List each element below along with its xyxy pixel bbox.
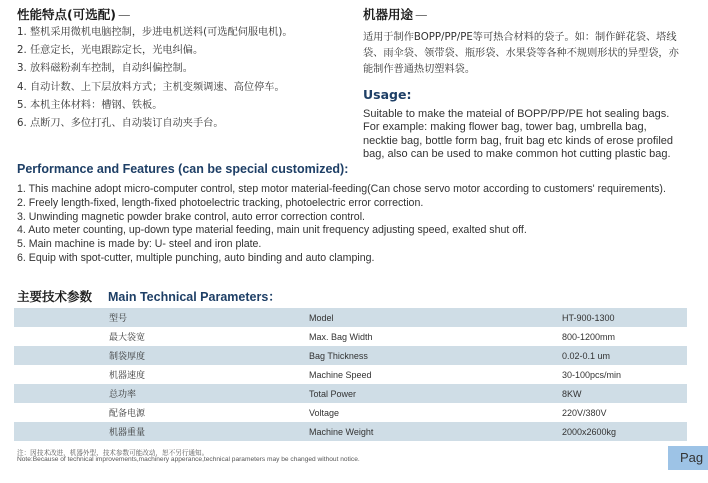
spec-value: 0.02-0.1 um <box>562 346 687 365</box>
table-row <box>14 327 687 346</box>
spec-value: 800-1200mm <box>562 327 687 346</box>
note-cn: 注：因技术改进，机器外型、技术参数可能改动，恕不另行通知。 <box>17 449 209 457</box>
performance-item: 1. This machine adopt micro-computer control, step motor material-feeding(Can chose servo motor according to customers' requirements). <box>17 183 666 195</box>
performance-list <box>17 183 666 266</box>
spec-en-label: Bag Thickness <box>309 346 562 365</box>
performance-item: 2. Freely length-fixed, length-fixed photoelectric tracking, photoelectric error correction. <box>17 196 424 209</box>
spec-cn-label: 机器速度 <box>14 365 309 384</box>
performance-item: 6. Equip with spot-cutter, multiple punching, auto binding and auto clamping. <box>17 251 375 264</box>
title-dash: — <box>117 7 131 22</box>
spec-en-label: Total Power <box>309 384 562 403</box>
usage-en-text: Suitable to make the mateial of BOPP/PP/PE hot sealing bags. For example: making flower bag, tower bag, umbrella bag, necktie bag, bottle form bag, fruit bag etc kinds of erose profiled bag, also can be used to make common hot cutting plastic bag. <box>363 108 674 160</box>
spec-cn-label: 机器重量 <box>14 422 309 441</box>
spec-en-label: Machine Speed <box>309 365 562 384</box>
usage-cn-title <box>363 5 428 23</box>
usage-en-title: Usage: <box>363 87 412 102</box>
features-cn-item: 6. 点断刀、多位打孔、自动装订自动夹手台。 <box>17 118 224 130</box>
features-cn-title-text: 性能特点(可选配) <box>17 7 116 22</box>
table-row <box>14 365 687 384</box>
spec-value: 8KW <box>562 384 687 403</box>
features-cn-item: 5. 本机主体材料：槽钢、铁板。 <box>17 99 163 111</box>
spec-en-label: Model <box>309 308 562 327</box>
features-cn-item: 4. 自动计数、上下层放料方式；主机变频调速、高位停车。 <box>17 81 285 93</box>
performance-item: 4. Auto meter counting, up-down type material feeding, main unit frequency adjusting speed, exalted shut off. <box>17 224 527 237</box>
spec-value: HT-900-1300 <box>562 308 687 327</box>
performance-item: 5. Main machine is made by: U- steel and iron plate. <box>17 238 262 251</box>
specs-title-cn: 主要技术参数 <box>17 289 93 304</box>
features-cn-item: 1. 整机采用微机电脑控制，步进电机送料(可选配伺服电机)。 <box>17 27 293 38</box>
spec-en-label: Machine Weight <box>309 422 562 441</box>
table-row <box>14 384 687 403</box>
spec-value: 30-100pcs/min <box>562 365 687 384</box>
title-dash: — <box>415 7 428 22</box>
performance-title-suffix: : <box>344 162 349 176</box>
usage-cn-text: 适用于制作BOPP/PP/PE等可热合材料的袋子。如：制作鲜花袋、塔线袋、雨伞袋、领带袋、瓶形袋、水果袋等各种不规则形状的异型袋，亦能制作普通热切塑料袋。 <box>363 32 679 75</box>
spec-cn-label: 型号 <box>14 308 309 327</box>
note-en: Note:Because of technical improvements,machinery apperance,technical parameters may be changed without notice. <box>17 456 360 463</box>
table-row <box>14 403 687 422</box>
spec-value: 220V/380V <box>562 403 687 422</box>
features-cn-item: 3. 放料磁粉刹车控制，自动纠偏控制。 <box>17 63 193 75</box>
spec-cn-label: 总功率 <box>14 384 309 403</box>
specs-title-en: Main Technical Parameters： <box>108 290 281 304</box>
spec-en-label: Voltage <box>309 403 562 422</box>
features-cn-item: 2. 任意定长，光电跟踪定长，光电纠偏。 <box>17 45 204 57</box>
performance-title <box>17 162 348 176</box>
spec-cn-label: 最大袋宽 <box>14 327 309 346</box>
features-cn-list <box>17 24 293 133</box>
table-row <box>14 422 687 441</box>
features-cn-title <box>17 5 130 23</box>
spec-cn-label: 配备电源 <box>14 403 309 422</box>
spec-cn-label: 制袋厚度 <box>14 346 309 365</box>
spec-value: 2000x2600kg <box>562 422 687 441</box>
specs-title <box>17 287 281 305</box>
table-row <box>14 346 687 365</box>
performance-item: 3. Unwinding magnetic powder brake control, auto error correction control. <box>17 210 366 223</box>
usage-cn-title-text: 机器用途 <box>363 7 414 22</box>
specs-table <box>14 308 687 441</box>
spec-en-label: Max. Bag Width <box>309 327 562 346</box>
table-row <box>14 308 687 327</box>
performance-title-text: Performance and Features (can be special customized) <box>17 162 345 176</box>
page-tab[interactable]: Pag <box>668 446 708 470</box>
